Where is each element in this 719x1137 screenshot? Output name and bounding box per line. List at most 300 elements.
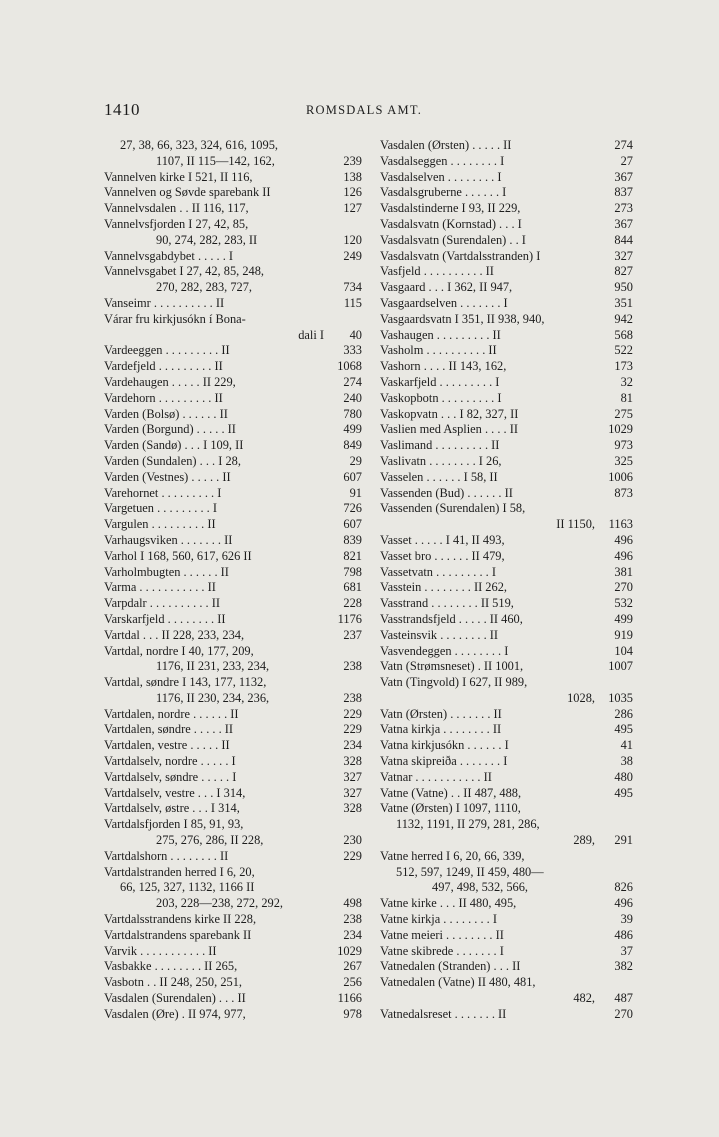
index-entry xyxy=(380,675,633,691)
entry-page-number: 367 xyxy=(614,169,633,184)
entry-page-number: 837 xyxy=(614,185,633,200)
entry-text: Vassenden (Surendalen) I 58, xyxy=(380,501,526,516)
index-entry xyxy=(380,454,633,470)
entry-text: Vasgaardselven . . . . . . . I xyxy=(380,295,508,310)
entry-text: Vasdalen (Ørsten) . . . . . II xyxy=(380,138,512,152)
index-entry xyxy=(380,644,633,660)
entry-text: Vartdalen, nordre . . . . . . II xyxy=(104,706,239,721)
entry-page-number: 1007 xyxy=(608,659,633,674)
entry-text: Vasbotn . . II 248, 250, 251, xyxy=(104,975,243,990)
entry-text: Vasstrandsfjeld . . . . . II 460, xyxy=(380,611,523,626)
index-entry xyxy=(104,422,362,438)
entry-text: Vanseimr . . . . . . . . . . II xyxy=(104,295,225,310)
entry-text: 275, 276, 286, II 228, xyxy=(156,833,264,848)
entry-text: 1107, II 115—142, 162, xyxy=(156,153,275,168)
index-entry xyxy=(380,833,633,849)
index-entry xyxy=(380,991,633,1007)
entry-page-number: 238 xyxy=(343,912,362,927)
entry-page-number: 29 xyxy=(349,453,362,468)
index-entry xyxy=(380,249,633,265)
index-entry xyxy=(380,264,633,280)
entry-text: Vartdalselv, søndre . . . . . I xyxy=(104,769,237,784)
entry-page-number: 381 xyxy=(614,564,633,579)
entry-page-number: 328 xyxy=(343,801,362,816)
index-entry xyxy=(104,549,362,565)
index-entry xyxy=(104,217,362,233)
entry-page-number: 681 xyxy=(343,580,362,595)
entry-page-number: 238 xyxy=(343,659,362,674)
entry-text: Vartdalshorn . . . . . . . . II xyxy=(104,848,229,863)
index-entry xyxy=(380,1007,633,1023)
entry-page-number: 499 xyxy=(343,422,362,437)
entry-text: Várar fru kirkjusókn í Bona- xyxy=(104,311,246,326)
entry-text: Vaslimand . . . . . . . . . II xyxy=(380,438,500,453)
entry-text: 482, xyxy=(573,991,595,1006)
index-entry xyxy=(380,944,633,960)
index-entry xyxy=(104,628,362,644)
entry-text: Vaskopbotn . . . . . . . . . I xyxy=(380,390,502,405)
entry-text: Vatne skibrede . . . . . . . I xyxy=(380,943,504,958)
index-entry xyxy=(104,754,362,770)
entry-text: Vartdalselv, vestre . . . I 314, xyxy=(104,785,246,800)
entry-page-number: 274 xyxy=(343,374,362,389)
entry-text: Vassenden (Bud) . . . . . . II xyxy=(380,485,513,500)
entry-text: Varden (Bolsø) . . . . . . II xyxy=(104,406,228,421)
index-entry xyxy=(104,170,362,186)
entry-page-number: 480 xyxy=(614,769,633,784)
index-entry xyxy=(380,959,633,975)
entry-text: Vashaugen . . . . . . . . . II xyxy=(380,327,501,342)
entry-text: Varehornet . . . . . . . . . I xyxy=(104,485,222,500)
entry-page-number: 249 xyxy=(343,248,362,263)
index-entry xyxy=(104,644,362,660)
index-entry xyxy=(380,880,633,896)
index-entry xyxy=(104,565,362,581)
entry-text: 1176, II 230, 234, 236, xyxy=(156,690,270,705)
entry-text: Vasselen . . . . . . I 58, II xyxy=(380,469,498,484)
entry-text: 1176, II 231, 233, 234, xyxy=(156,659,270,674)
entry-text: Vatne meieri . . . . . . . . II xyxy=(380,927,504,942)
entry-page-number: 325 xyxy=(614,453,633,468)
index-entry xyxy=(380,801,633,817)
entry-text: Vasvendeggen . . . . . . . . I xyxy=(380,643,509,658)
index-entry xyxy=(104,612,362,628)
index-entry xyxy=(104,991,362,1007)
entry-page-number: 826 xyxy=(614,880,633,895)
entry-page-number: 327 xyxy=(343,785,362,800)
entry-page-number: 1068 xyxy=(337,359,362,374)
index-entry xyxy=(380,707,633,723)
entry-page-number: 228 xyxy=(343,596,362,611)
entry-page-number: 115 xyxy=(343,295,362,310)
entry-text: Vartdal . . . II 228, 233, 234, xyxy=(104,627,245,642)
entry-page-number: 234 xyxy=(343,927,362,942)
entry-page-number: 27 xyxy=(620,153,633,168)
entry-text: Vaslien med Asplien . . . . II xyxy=(380,422,518,437)
entry-text: Varden (Sundalen) . . . I 28, xyxy=(104,453,241,468)
index-entry xyxy=(104,264,362,280)
index-entry xyxy=(104,233,362,249)
entry-text: Varma . . . . . . . . . . . II xyxy=(104,580,216,595)
index-entry xyxy=(380,596,633,612)
index-entry xyxy=(104,596,362,612)
entry-text: Vartdalselv, østre . . . I 314, xyxy=(104,801,240,816)
entry-page-number: 291 xyxy=(614,833,633,848)
index-entry xyxy=(380,565,633,581)
entry-text: Vatne kirke . . . II 480, 495, xyxy=(380,896,517,911)
entry-text: Vatna skipreiða . . . . . . . I xyxy=(380,754,508,769)
entry-page-number: 780 xyxy=(343,406,362,421)
entry-text: Vasdalsvatn (Kornstad) . . . I xyxy=(380,216,522,231)
entry-page-number: 91 xyxy=(349,485,362,500)
entry-text: Vasfjeld . . . . . . . . . . II xyxy=(380,264,494,279)
entry-page-number: 81 xyxy=(620,390,633,405)
index-entry xyxy=(104,391,362,407)
index-entry xyxy=(380,786,633,802)
index-entry xyxy=(380,280,633,296)
index-entry xyxy=(380,422,633,438)
index-entry xyxy=(380,233,633,249)
entry-page-number: 39 xyxy=(620,912,633,927)
index-entry xyxy=(380,549,633,565)
entry-text: Vartdalstrandens sparebank II xyxy=(104,927,252,942)
index-column-right xyxy=(380,138,633,1023)
index-entry xyxy=(104,707,362,723)
entry-text: Varvik . . . . . . . . . . . II xyxy=(104,943,217,958)
index-entry xyxy=(104,154,362,170)
entry-page-number: 607 xyxy=(343,469,362,484)
entry-text: Vaskarfjeld . . . . . . . . . I xyxy=(380,374,500,389)
index-entry xyxy=(104,691,362,707)
entry-text: Varpdalr . . . . . . . . . . II xyxy=(104,596,220,611)
entry-text: Vatnedalsreset . . . . . . . II xyxy=(380,1006,507,1021)
entry-page-number: 173 xyxy=(614,359,633,374)
entry-text: Vasset bro . . . . . . II 479, xyxy=(380,548,505,563)
entry-text: 289, xyxy=(573,833,595,848)
entry-page-number: 873 xyxy=(614,485,633,500)
entry-text: Vannelvsgabdybet . . . . . I xyxy=(104,248,234,263)
entry-page-number: 522 xyxy=(614,343,633,358)
entry-page-number: 237 xyxy=(343,627,362,642)
entry-text: Varhol I 168, 560, 617, 626 II xyxy=(104,548,252,563)
index-entry xyxy=(380,517,633,533)
entry-page-number: 978 xyxy=(343,1006,362,1021)
entry-page-number: 238 xyxy=(343,690,362,705)
entry-text: Vatne (Vatne) . . II 487, 488, xyxy=(380,785,522,800)
entry-text: Vartdalen, vestre . . . . . II xyxy=(104,738,230,753)
entry-text: Vasdalsvatn (Vartdalsstranden) I xyxy=(380,248,541,263)
entry-text: Vasstrand . . . . . . . . II 519, xyxy=(380,596,514,611)
entry-page-number: 229 xyxy=(343,848,362,863)
entry-page-number: 327 xyxy=(614,248,633,263)
entry-text: 1028, xyxy=(567,690,595,705)
entry-page-number: 327 xyxy=(343,769,362,784)
entry-text: Vasholm . . . . . . . . . . II xyxy=(380,343,497,358)
entry-text: 27, 38, 66, 323, 324, 616, 1095, xyxy=(120,138,278,152)
entry-text: Vartdalsstrandens kirke II 228, xyxy=(104,912,257,927)
entry-text: Vatn (Strømsneset) . II 1001, xyxy=(380,659,524,674)
entry-page-number: 499 xyxy=(614,611,633,626)
page-number: 1410 xyxy=(104,100,140,119)
entry-text: Vasgaardsvatn I 351, II 938, 940, xyxy=(380,311,545,326)
entry-text: Vannelven kirke I 521, II 116, xyxy=(104,169,253,184)
entry-text: Varholmbugten . . . . . . II xyxy=(104,564,229,579)
index-entry xyxy=(104,880,362,896)
index-entry xyxy=(380,659,633,675)
entry-text: Varhaugsviken . . . . . . . II xyxy=(104,532,233,547)
entry-page-number: 726 xyxy=(343,501,362,516)
entry-page-number: 138 xyxy=(343,169,362,184)
entry-page-number: 495 xyxy=(614,722,633,737)
entry-text: 1132, 1191, II 279, 281, 286, xyxy=(396,817,540,832)
entry-page-number: 496 xyxy=(614,548,633,563)
index-entry xyxy=(104,722,362,738)
entry-page-number: 127 xyxy=(343,201,362,216)
entry-text: 512, 597, 1249, II 459, 480— xyxy=(396,864,544,879)
index-entry xyxy=(380,217,633,233)
entry-page-number: 229 xyxy=(343,706,362,721)
entry-text: Vasdalsgruberne . . . . . . I xyxy=(380,185,507,200)
entry-text: Varden (Sandø) . . . I 109, II xyxy=(104,438,244,453)
entry-text: Vatna kirkjusókn . . . . . . I xyxy=(380,738,509,753)
entry-text: dali I xyxy=(298,327,324,342)
entry-text: Vartdalen, søndre . . . . . II xyxy=(104,722,234,737)
entry-page-number: 486 xyxy=(614,927,633,942)
index-entry xyxy=(380,328,633,344)
entry-page-number: 273 xyxy=(614,201,633,216)
index-entry xyxy=(104,833,362,849)
entry-text: Vartdalsfjorden I 85, 91, 93, xyxy=(104,817,244,832)
entry-text: Vartdal, søndre I 143, 177, 1132, xyxy=(104,675,267,690)
index-entry xyxy=(380,343,633,359)
entry-text: 497, 498, 532, 566, xyxy=(432,880,529,895)
index-entry xyxy=(104,486,362,502)
entry-page-number: 950 xyxy=(614,280,633,295)
entry-text: Vatne (Ørsten) I 1097, 1110, xyxy=(380,801,521,816)
index-entry xyxy=(104,865,362,881)
index-entry xyxy=(380,154,633,170)
entry-text: Vardeeggen . . . . . . . . . II xyxy=(104,343,230,358)
entry-text: Vashorn . . . . II 143, 162, xyxy=(380,359,507,374)
entry-page-number: 1166 xyxy=(337,991,362,1006)
index-entry xyxy=(104,1007,362,1023)
index-entry xyxy=(104,185,362,201)
index-entry xyxy=(380,691,633,707)
index-entry xyxy=(380,533,633,549)
entry-page-number: 270 xyxy=(614,1006,633,1021)
index-entry xyxy=(104,249,362,265)
index-entry xyxy=(380,375,633,391)
entry-text: Vasbakke . . . . . . . . II 265, xyxy=(104,959,238,974)
entry-text: Vannelvsgabet I 27, 42, 85, 248, xyxy=(104,264,265,279)
entry-text: Vatnedalen (Vatne) II 480, 481, xyxy=(380,975,536,990)
index-entry xyxy=(104,470,362,486)
entry-text: Varden (Borgund) . . . . . II xyxy=(104,422,236,437)
entry-text: 270, 282, 283, 727, xyxy=(156,280,253,295)
index-entry xyxy=(104,328,362,344)
page-header xyxy=(104,100,644,124)
entry-page-number: 498 xyxy=(343,896,362,911)
entry-page-number: 367 xyxy=(614,216,633,231)
index-entry xyxy=(104,675,362,691)
entry-page-number: 104 xyxy=(614,643,633,658)
entry-page-number: 568 xyxy=(614,327,633,342)
index-entry xyxy=(380,470,633,486)
index-entry xyxy=(104,801,362,817)
entry-text: Vatne kirkja . . . . . . . . I xyxy=(380,912,497,927)
index-entry xyxy=(380,722,633,738)
entry-page-number: 120 xyxy=(343,232,362,247)
index-entry xyxy=(104,375,362,391)
entry-page-number: 827 xyxy=(614,264,633,279)
entry-text: Vatne herred I 6, 20, 66, 339, xyxy=(380,848,525,863)
entry-page-number: 286 xyxy=(614,706,633,721)
index-entry xyxy=(104,817,362,833)
entry-text: Vartdal, nordre I 40, 177, 209, xyxy=(104,643,254,658)
entry-text: Vasdalselven . . . . . . . . I xyxy=(380,169,502,184)
entry-text: Vasdalstinderne I 93, II 229, xyxy=(380,201,521,216)
index-entry xyxy=(380,170,633,186)
index-entry xyxy=(104,928,362,944)
entry-page-number: 607 xyxy=(343,517,362,532)
entry-page-number: 382 xyxy=(614,959,633,974)
entry-page-number: 229 xyxy=(343,722,362,737)
index-entry xyxy=(104,770,362,786)
index-entry xyxy=(104,738,362,754)
entry-text: Vasdalen (Øre) . II 974, 977, xyxy=(104,1006,246,1021)
entry-text: Vasset . . . . . I 41, II 493, xyxy=(380,532,505,547)
entry-text: Vannelvsfjorden I 27, 42, 85, xyxy=(104,216,249,231)
index-entry xyxy=(104,138,362,154)
entry-page-number: 275 xyxy=(614,406,633,421)
entry-text: Vardehorn . . . . . . . . . II xyxy=(104,390,223,405)
index-entry xyxy=(380,296,633,312)
index-entry xyxy=(104,959,362,975)
index-column-left xyxy=(104,138,362,1023)
entry-text: Vatnedalen (Stranden) . . . II xyxy=(380,959,521,974)
index-entry xyxy=(380,185,633,201)
entry-text: Varden (Vestnes) . . . . . II xyxy=(104,469,231,484)
entry-page-number: 351 xyxy=(614,295,633,310)
entry-page-number: 1006 xyxy=(608,469,633,484)
entry-page-number: 230 xyxy=(343,833,362,848)
index-entry xyxy=(104,407,362,423)
index-entry xyxy=(104,438,362,454)
entry-text: Vannelvsdalen . . II 116, 117, xyxy=(104,201,249,216)
index-entry xyxy=(380,928,633,944)
entry-text: Vasteinsvik . . . . . . . . II xyxy=(380,627,499,642)
entry-page-number: 495 xyxy=(614,785,633,800)
entry-text: Varskarfjeld . . . . . . . . II xyxy=(104,611,226,626)
index-entry xyxy=(380,391,633,407)
index-entry xyxy=(104,944,362,960)
entry-page-number: 798 xyxy=(343,564,362,579)
entry-page-number: 496 xyxy=(614,896,633,911)
index-entry xyxy=(380,896,633,912)
index-entry xyxy=(380,438,633,454)
entry-page-number: 267 xyxy=(343,959,362,974)
entry-page-number: 844 xyxy=(614,232,633,247)
entry-text: 203, 228—238, 272, 292, xyxy=(156,896,284,911)
entry-page-number: 1176 xyxy=(337,611,362,626)
index-entry xyxy=(380,865,633,881)
entry-page-number: 1163 xyxy=(608,517,633,532)
entry-page-number: 1029 xyxy=(608,422,633,437)
index-entry xyxy=(380,486,633,502)
entry-page-number: 734 xyxy=(343,280,362,295)
index-entry xyxy=(380,407,633,423)
entry-text: Vasstein . . . . . . . . II 262, xyxy=(380,580,507,595)
index-entry xyxy=(104,975,362,991)
entry-text: Vargulen . . . . . . . . . II xyxy=(104,517,216,532)
entry-text: Vardefjeld . . . . . . . . . II xyxy=(104,359,223,374)
index-entry xyxy=(380,738,633,754)
index-entry xyxy=(104,454,362,470)
entry-page-number: 274 xyxy=(614,138,633,152)
entry-text: Vassetvatn . . . . . . . . . I xyxy=(380,564,496,579)
entry-page-number: 234 xyxy=(343,738,362,753)
index-entry xyxy=(380,312,633,328)
entry-text: Vatna kirkja . . . . . . . . II xyxy=(380,722,502,737)
entry-page-number: 1035 xyxy=(608,690,633,705)
index-entry xyxy=(104,896,362,912)
index-entry xyxy=(104,659,362,675)
entry-page-number: 239 xyxy=(343,153,362,168)
index-entry xyxy=(380,580,633,596)
entry-page-number: 487 xyxy=(614,991,633,1006)
entry-page-number: 919 xyxy=(614,627,633,642)
entry-page-number: 942 xyxy=(614,311,633,326)
index-entry xyxy=(104,201,362,217)
index-entry xyxy=(380,912,633,928)
entry-text: 90, 274, 282, 283, II xyxy=(156,232,258,247)
index-entry xyxy=(380,612,633,628)
entry-page-number: 839 xyxy=(343,532,362,547)
entry-text: 66, 125, 327, 1132, 1166 II xyxy=(120,880,255,895)
entry-page-number: 821 xyxy=(343,548,362,563)
entry-text: Vargetuen . . . . . . . . . I xyxy=(104,501,217,516)
entry-text: Vasdalsvatn (Surendalen) . . I xyxy=(380,232,526,247)
entry-page-number: 270 xyxy=(614,580,633,595)
entry-text: Vasdalen (Surendalen) . . . II xyxy=(104,991,246,1006)
index-entry xyxy=(104,343,362,359)
index-entry xyxy=(380,501,633,517)
index-entry xyxy=(380,849,633,865)
entry-page-number: 41 xyxy=(620,738,633,753)
index-entry xyxy=(380,817,633,833)
index-entry xyxy=(104,312,362,328)
entry-page-number: 126 xyxy=(343,185,362,200)
index-entry xyxy=(380,628,633,644)
index-entry xyxy=(104,296,362,312)
entry-page-number: 973 xyxy=(614,438,633,453)
entry-page-number: 240 xyxy=(343,390,362,405)
index-entry xyxy=(104,517,362,533)
entry-text: Vardehaugen . . . . . II 229, xyxy=(104,374,236,389)
index-entry xyxy=(104,501,362,517)
entry-page-number: 849 xyxy=(343,438,362,453)
entry-text: Vatn (Tingvold) I 627, II 989, xyxy=(380,675,528,690)
index-entry xyxy=(104,280,362,296)
index-entry xyxy=(104,533,362,549)
entry-text: Vaslivatn . . . . . . . . I 26, xyxy=(380,453,502,468)
entry-text: Vartdalstranden herred I 6, 20, xyxy=(104,864,255,879)
entry-text: II 1150, xyxy=(556,517,595,532)
index-entry xyxy=(104,786,362,802)
entry-text: Vartdalselv, nordre . . . . . I xyxy=(104,754,236,769)
entry-text: Vatnar . . . . . . . . . . . II xyxy=(380,769,492,784)
index-entry xyxy=(380,359,633,375)
